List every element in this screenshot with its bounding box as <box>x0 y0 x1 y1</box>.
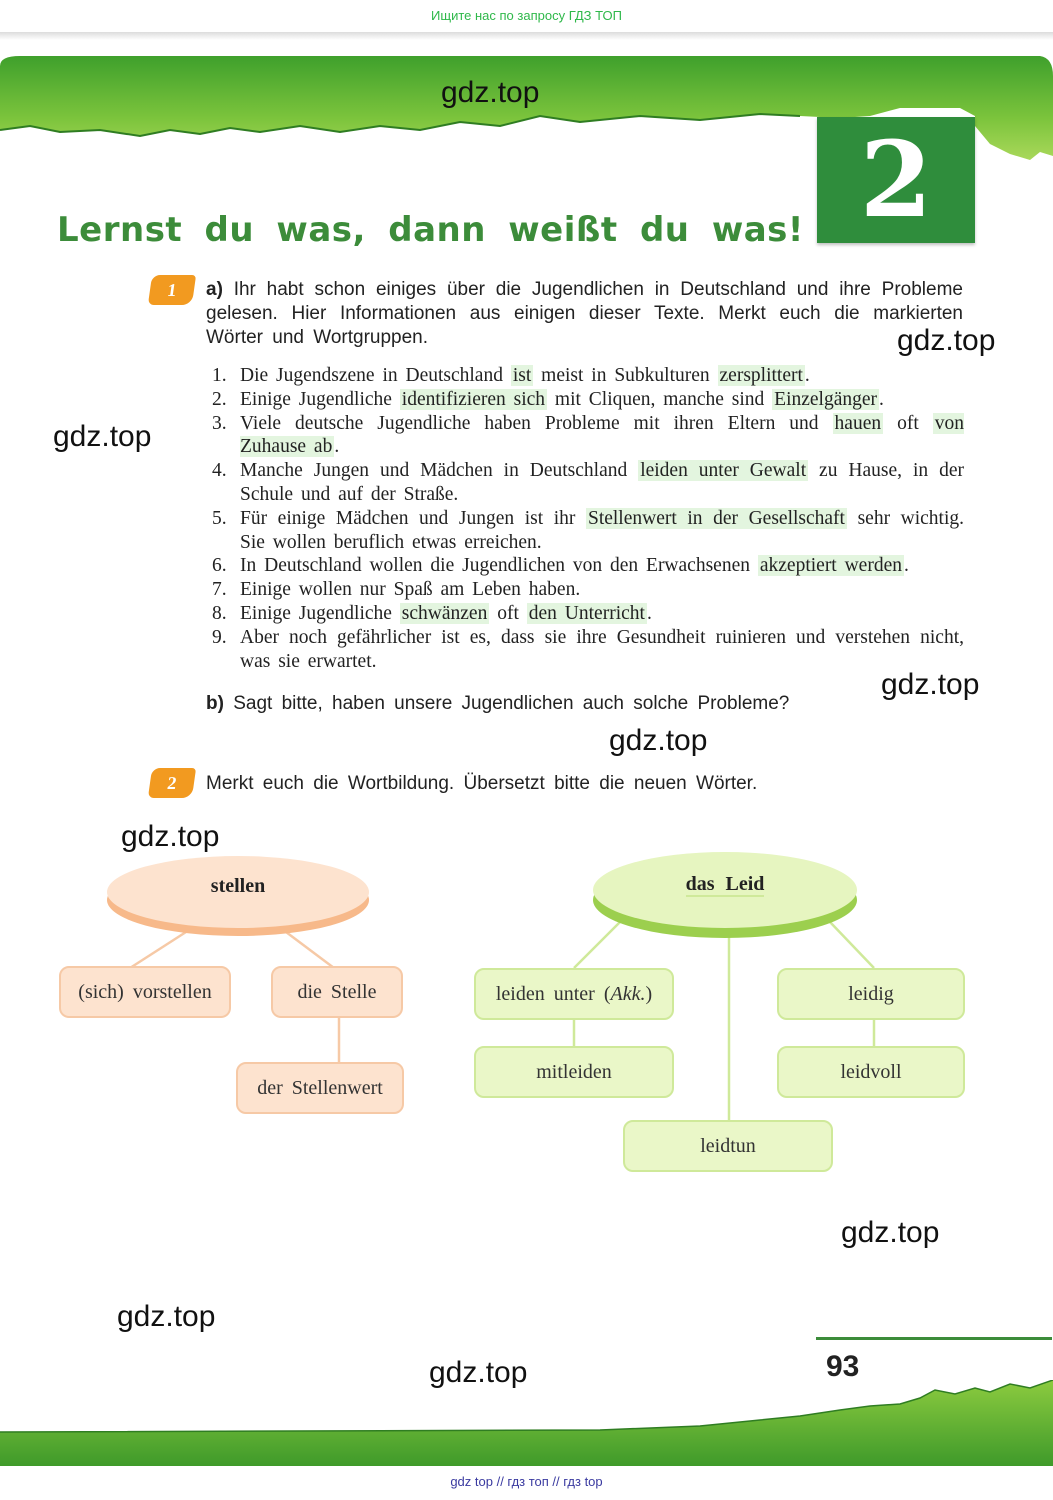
watermark[interactable]: gdz.top <box>117 1300 216 1333</box>
text-fragment: . <box>334 436 340 458</box>
highlighted-phrase: schwänzen <box>401 602 488 624</box>
text-fragment: zu Hause, in der Schule und auf der Straße. <box>240 460 964 505</box>
watermark[interactable]: gdz.top <box>53 420 152 453</box>
highlighted-phrase: den Unterricht <box>528 602 645 624</box>
text-fragment: oft <box>489 602 527 624</box>
node-leidtun: leidtun <box>623 1120 833 1172</box>
text-fragment: mit Cliquen, manche sind <box>547 388 773 410</box>
exercise-item-number: 7. <box>212 579 227 601</box>
exercise-item-text <box>240 602 964 626</box>
exercise-item-text <box>240 459 964 507</box>
task1-part-b <box>206 692 886 716</box>
highlighted-phrase: zersplittert <box>719 365 803 386</box>
exercise-item-number: 9. <box>212 626 227 648</box>
text-fragment: . <box>646 602 652 624</box>
text-fragment: Einige Jugendliche <box>240 602 400 624</box>
watermark[interactable]: gdz.top <box>609 724 708 757</box>
footer-grass-band <box>0 1380 1053 1470</box>
task1-instruction <box>206 278 963 350</box>
top-banner[interactable]: Ищите нас по запросу ГДЗ ТОП <box>431 8 622 23</box>
task-badge-1: 1 <box>148 275 196 305</box>
exercise-item-number: 6. <box>212 555 227 577</box>
exercise-item <box>212 554 964 578</box>
text-fragment: Die Jugendszene in Deutschland <box>240 365 511 386</box>
watermark[interactable]: gdz.top <box>429 1356 528 1389</box>
page-number-rule <box>816 1337 1052 1340</box>
text-fragment: Einige Jugendliche <box>240 388 400 410</box>
diagram-connectors <box>0 850 1053 1190</box>
exercise-item-text <box>240 388 964 412</box>
root-das-leid: das Leid <box>685 873 765 895</box>
text-fragment: . <box>904 555 909 577</box>
watermark[interactable]: gdz.top <box>121 820 220 853</box>
exercise-item <box>212 388 964 412</box>
exercise-item-number: 8. <box>212 602 227 624</box>
exercise-list <box>212 364 964 673</box>
top-divider <box>0 32 1053 40</box>
task1-part-a-label: a) <box>206 279 223 300</box>
node-mitleiden: mitleiden <box>474 1046 674 1098</box>
exercise-item-text <box>240 507 964 555</box>
text-fragment: . <box>804 365 810 386</box>
text-fragment: meist in Subkulturen <box>533 365 718 386</box>
task1-part-a-text: Ihr habt schon einiges über die Jugendlichen in Deutschland und ihre Probleme gelesen. Hier Informationen aus einigen dieser Texte. Merkt euch die markierten Wörter und Wortgruppen. <box>206 279 963 348</box>
highlighted-phrase: ist <box>512 365 532 386</box>
exercise-item-text <box>240 578 964 602</box>
exercise-item-text <box>240 364 964 388</box>
highlighted-phrase: leiden unter Gewalt <box>640 460 807 482</box>
exercise-item <box>212 412 964 460</box>
text-fragment: Viele deutsche Jugendliche haben Probleme mit ihren Eltern und <box>240 412 833 434</box>
watermark[interactable]: gdz.top <box>841 1216 940 1249</box>
exercise-item <box>212 507 964 555</box>
exercise-item-number: 4. <box>212 460 227 482</box>
node-leiden-unter: leiden unter (Akk.) <box>474 968 674 1020</box>
chapter-number-box: 2 <box>817 117 975 243</box>
text-fragment: Einige wollen nur Spaß am Leben haben. <box>240 579 581 601</box>
highlighted-phrase: Einzelgänger <box>774 388 878 410</box>
exercise-item-number: 2. <box>212 388 227 410</box>
watermark[interactable]: gdz.top <box>881 668 980 701</box>
watermark[interactable]: gdz.top <box>897 324 996 357</box>
root-stellen: stellen <box>210 875 266 897</box>
exercise-item-number: 1. <box>212 365 227 386</box>
text-fragment: Aber noch gefährlicher ist es, dass sie ihre Gesundheit ruinieren und verstehen nicht, was sie erwartet. <box>240 626 964 672</box>
highlighted-phrase: identifizieren sich <box>401 388 546 410</box>
word-formation-diagram <box>0 850 1053 1190</box>
bottom-banner[interactable]: gdz top // гдз топ // гдз top <box>450 1474 603 1489</box>
task2-instruction: Merkt euch die Wortbildung. Übersetzt bitte die neuen Wörter. <box>206 773 758 794</box>
task-badge-2: 2 <box>148 768 196 798</box>
exercise-item <box>212 578 964 602</box>
exercise-item-number: 3. <box>212 412 227 434</box>
exercise-item <box>212 602 964 626</box>
text-fragment: In Deutschland wollen die Jugendlichen von den Erwachsenen <box>240 555 758 577</box>
exercise-item-text <box>240 412 964 460</box>
page-number: 93 <box>826 1350 860 1383</box>
node-der-stellenwert: der Stellenwert <box>236 1062 404 1114</box>
exercise-item-number: 5. <box>212 507 227 529</box>
text-fragment: Manche Jungen und Mädchen in Deutschland <box>240 460 639 482</box>
exercise-item-text <box>240 554 964 578</box>
task1-part-b-label: b) <box>206 693 224 714</box>
text-fragment: Für einige Mädchen und Jungen ist ihr <box>240 507 586 529</box>
node-leidvoll: leidvoll <box>777 1046 965 1098</box>
exercise-item <box>212 626 964 674</box>
highlighted-phrase: akzeptiert werden <box>759 555 902 577</box>
highlighted-phrase: hauen <box>834 412 882 434</box>
exercise-item <box>212 459 964 507</box>
text-fragment: sehr wichtig. Sie wollen beruflich etwas erreichen. <box>240 507 965 553</box>
watermark[interactable]: gdz.top <box>441 76 540 109</box>
exercise-item-text <box>240 626 964 674</box>
text-fragment: . <box>879 388 884 410</box>
highlighted-phrase: von Zuhause ab <box>240 412 964 458</box>
exercise-item <box>212 364 964 388</box>
task1-part-b-text: Sagt bitte, haben unsere Jugendlichen auch solche Probleme? <box>233 693 790 714</box>
node-die-stelle: die Stelle <box>271 966 403 1018</box>
node-leidig: leidig <box>777 968 965 1020</box>
node-sich-vorstellen: (sich) vorstellen <box>59 966 231 1018</box>
page-title: Lernst du was, dann weißt du was! <box>57 210 804 250</box>
highlighted-phrase: Stellenwert in der Gesellschaft <box>587 507 845 529</box>
text-fragment: oft <box>883 412 933 434</box>
